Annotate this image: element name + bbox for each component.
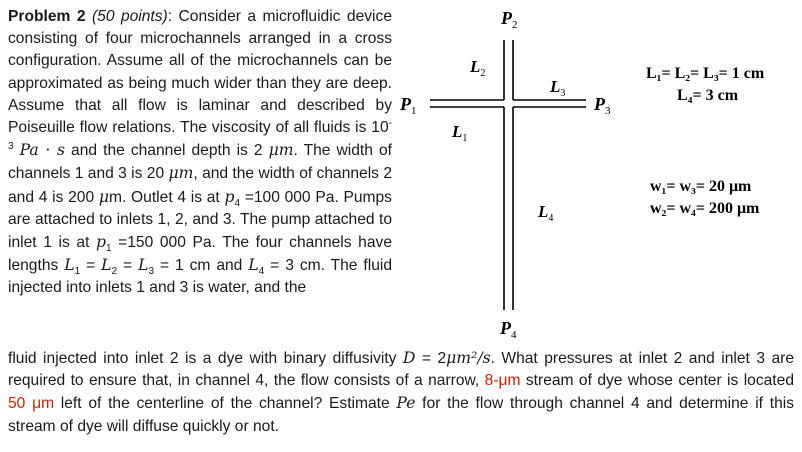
question-text-2: stream of dye whose center is located [520,372,794,390]
question-text: . What pressures at inlet 2 and inlet 3 are required to ensure that, in channel 4, the flow consists of a narrow, [8,350,794,390]
mu-glyph: μ [98,187,109,206]
peclet-symbol: Pe [396,394,416,413]
p1-variable: p [95,233,106,252]
widths-text: . The width of channels 1 and 3 is 20 [8,142,392,183]
diffusivity-units: m²/s [456,349,491,367]
len-l1-sub: 1 [74,266,81,278]
len-l3: L [138,256,149,275]
outlet-text: m. Outlet 4 is at [109,188,225,206]
label-l2: $L_2$ [470,57,486,79]
lengths-text: = 1 cm and [154,257,249,275]
label-l4: $L_4$ [538,202,554,224]
question-text-3: left of the centerline of the channel? Estimate [54,395,397,413]
continuation-paragraph [8,347,794,438]
stream-width-highlight: 8-μm [484,372,521,390]
len-l2: L [101,256,112,275]
problem-continuation [8,347,794,438]
label-p4: $P_4$ [500,318,517,341]
l4-text: = 3 cm. The fluid injected into inlets 1 and 3 is water, and the [8,257,393,297]
len-l1: L [64,256,75,275]
len-l3-sub: 3 [148,266,154,278]
channel-walls [430,40,586,310]
diffusivity-value: = 2 [415,350,447,367]
um-unit-2: μm [168,164,194,183]
label-p3: $P_3$ [594,94,611,117]
label-l3: $L_3$ [550,77,566,99]
viscosity-units: Pa · s [19,141,65,160]
depth-text: and the channel depth is 2 [65,142,269,160]
um-unit-1: μm [268,141,294,160]
widths-text-2: , and the width of channels 2 and 4 is 200 [8,165,392,206]
label-p2: $P_2$ [501,8,518,31]
lengths-equation-1: L₁= L₂= L₃= 1 cm [646,65,765,82]
viscosity-exponent: -3 [8,117,392,153]
p4-value-text: =100 000 Pa. Pumps are attached to inlets 1, 2, and 3. The pump attached to inlet 1 is at [8,188,392,252]
mu-glyph-2: μ [446,349,457,367]
len-l2-sub: 2 [111,266,118,278]
len-l4: L [248,256,259,275]
p4-subscript: 4 [234,197,241,209]
label-p1: $P_1$ [400,94,417,117]
len-l4-sub: 4 [258,266,265,278]
problem-paragraph: Problem 2 (50 points): Consider a microfluidic device consisting of four microchannels arranged in a cross configuration. Assume all of the microchannels can be approximated as being much wider than they are deep. Assume that all flow is laminar and described by Poiseuille flow relations. The viscosity of all fluids is $10^{-3}$ Pa · s and the channel depth is 2 μm. The width of channels 1 and 3 is 20 μm, and the width of channels 2 and 4 is 200 μm. Outlet 4 is at $p_4 =100$ 000 Pa. Pumps are attached to inlets 1, 2, and 3. The pump attached to inlet 1 is at $p_1 =150$ 000 Pa. The four channels have lengths $L_1 = L_2 = L_3 = 1$ cm and $L_4 = 3$ cm. The fluid injected into inlets 1 and 3 is water, and the [8,8,393,297]
microchannel-diagram [390,0,802,350]
intro-text: : Consider a microfluidic device consisting of four microchannels arranged in a cross configuration. Assume all of the microchannels can be approximated as being much wider than they are deep. Assume that all flow is laminar and described by Poiseuille flow relations. The viscosity of all fluids is 10 [8,8,392,137]
problem-heading: Problem 2 [8,8,86,25]
widths-equation-1: w₁= w₃= 20 μm [650,178,752,195]
p4-variable: p [224,187,235,206]
p1-value-text: =150 000 Pa. The four channels have lengths [8,234,392,275]
problem-points: (50 points) [91,8,168,25]
problem-statement [8,6,392,300]
lengths-equation-2: L₄= 3 cm [677,87,739,104]
stream-offset-highlight: 50 μm [8,395,55,413]
dye-text: fluid injected into inlet 2 is a dye with binary diffusivity [8,350,403,367]
question-text-4: for the flow through channel 4 and determine if this stream of dye will diffuse quickly or not. [8,395,795,435]
p1-subscript: 1 [105,243,112,255]
widths-equation-2: w₂= w₄= 200 μm [650,200,760,217]
label-l1: $L_1$ [452,122,468,144]
diffusivity-symbol: D [402,349,416,367]
